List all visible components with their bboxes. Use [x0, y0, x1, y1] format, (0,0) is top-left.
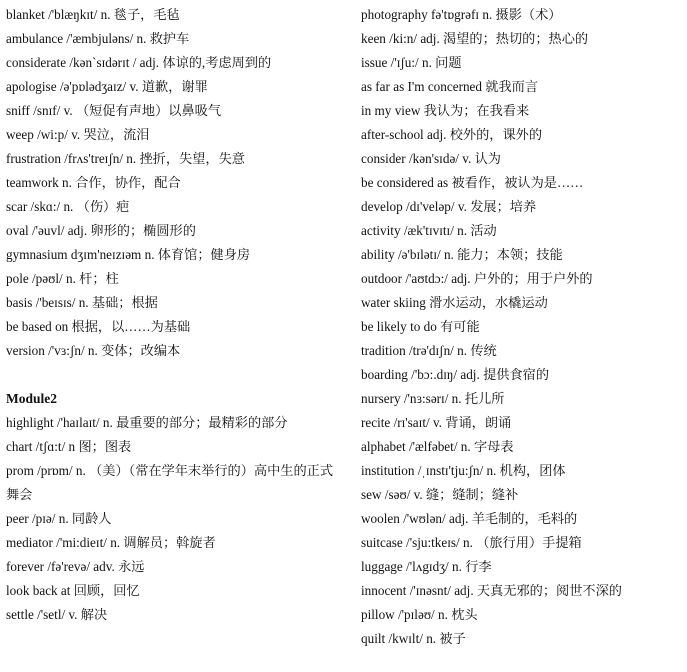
vocab-entry: quilt /kwɪlt/ n. 被子	[361, 631, 466, 646]
vocab-entry: prom /prɒm/ n. （美）（常在学年末举行的）高中生的正式舞会	[6, 463, 334, 502]
vocab-entry: frustration /frʌs'treɪʃn/ n. 挫折，失望，失意	[6, 151, 245, 166]
vocab-entry: settle /'setl/ v. 解决	[6, 607, 108, 622]
vocab-entry: activity /æk'tɪvɪtɪ/ n. 活动	[361, 223, 497, 238]
vocab-entry: look back at 回顾，回忆	[6, 583, 140, 598]
vocab-entry: gymnasium dʒɪm'neɪzɪəm n. 体育馆；健身房	[6, 247, 251, 262]
vocab-entry: sniff /snɪf/ v. （短促有声地）以鼻吸气	[6, 103, 222, 118]
right-column	[361, 3, 683, 651]
vocab-entry: mediator /'mi:dieɪt/ n. 调解员；斡旋者	[6, 535, 216, 550]
vocab-entry: boarding /'bɔ:.dɪŋ/ adj. 提供食宿的	[361, 367, 550, 382]
section-spacer	[6, 363, 340, 387]
vocab-entry: recite /rɪ'saɪt/ v. 背诵，朗诵	[361, 415, 512, 430]
vocab-entry: considerate /kən`sɪdərɪt / adj. 体谅的,考虑周到的	[6, 55, 272, 70]
vocab-entry: luggage /'lʌgɪdʒ/ n. 行李	[361, 559, 492, 574]
vocab-entry: pole /pəʊl/ n. 杆；柱	[6, 271, 119, 286]
vocab-entry: woolen /'wʊlən/ adj. 羊毛制的，毛料的	[361, 511, 578, 526]
vocab-entry: forever /fə'revə/ adv. 永远	[6, 559, 145, 574]
vocab-entry: after-school adj. 校外的，课外的	[361, 127, 543, 142]
vocab-entry: weep /wi:p/ v. 哭泣，流泪	[6, 127, 150, 142]
vocab-entry: ability /ə'bɪlətɪ/ n. 能力；本领；技能	[361, 247, 563, 262]
vocab-entry: peer /pɪə/ n. 同龄人	[6, 511, 112, 526]
left-column	[6, 3, 340, 627]
vocab-entry: chart /tʃɑ:t/ n 图；图表	[6, 439, 132, 454]
vocab-entry: tradition /trə'dɪʃn/ n. 传统	[361, 343, 497, 358]
vocab-entry: sew /səʊ/ v. 缝；缝制；缝补	[361, 487, 519, 502]
vocab-entry: be based on 根据，以……为基础	[6, 319, 191, 334]
vocab-entry: apologise /ə'pɒlədʒaɪz/ v. 道歉，谢罪	[6, 79, 208, 94]
vocab-entry: basis /'beɪsɪs/ n. 基础；根据	[6, 295, 158, 310]
vocab-entry: teamwork n. 合作，协作，配合	[6, 175, 181, 190]
vocab-entry: oval /'əuvl/ adj. 卵形的；椭圆形的	[6, 223, 196, 238]
vocab-entry: nursery /'nɜ:sərɪ/ n. 托儿所	[361, 391, 505, 406]
vocab-entry: photography fə'tɒgrəfɪ n. 摄影（术）	[361, 7, 562, 22]
vocab-entry: pillow /'pɪləʊ/ n. 枕头	[361, 607, 478, 622]
vocab-entry: suitcase /'sju:tkeɪs/ n. （旅行用）手提箱	[361, 535, 582, 550]
vocab-entry: alphabet /'ælfəbet/ n. 字母表	[361, 439, 514, 454]
vocab-entry: version /'vɜ:ʃn/ n. 变体；改编本	[6, 343, 181, 358]
vocab-entry: innocent /'ɪnəsnt/ adj. 天真无邪的；阅世不深的	[361, 583, 622, 598]
vocab-entry: scar /skɑ:/ n. （伤）疤	[6, 199, 130, 214]
vocab-entry: be likely to do 有可能	[361, 319, 480, 334]
vocab-entry: as far as I'm concerned 就我而言	[361, 79, 539, 94]
vocab-entry: issue /'ɪʃu:/ n. 问题	[361, 55, 462, 70]
section-title: Module2	[6, 391, 58, 406]
vocab-entry: institution /ˌɪnstɪ'tju:ʃn/ n. 机构，团体	[361, 463, 566, 478]
vocab-entry: highlight /'haɪlaɪt/ n. 最重要的部分；最精彩的部分	[6, 415, 288, 430]
vocab-entry: in my view 我认为；在我看来	[361, 103, 530, 118]
vocab-entry: develop /dɪ'veləp/ v. 发展；培养	[361, 199, 537, 214]
vocab-entry: consider /kən'sɪdə/ v. 认为	[361, 151, 501, 166]
vocab-entry: outdoor /'aʊtdɔ:/ adj. 户外的；用于户外的	[361, 271, 593, 286]
vocab-entry: be considered as 被看作，被认为是……	[361, 175, 584, 190]
vocab-entry: keen /ki:n/ adj. 渴望的；热切的；热心的	[361, 31, 589, 46]
vocab-entry: water skiing 滑水运动，水橇运动	[361, 295, 548, 310]
vocab-entry: blanket /'blæŋkɪt/ n. 毯子，毛毡	[6, 7, 180, 22]
vocab-entry: ambulance /'æmbjuləns/ n. 救护车	[6, 31, 190, 46]
